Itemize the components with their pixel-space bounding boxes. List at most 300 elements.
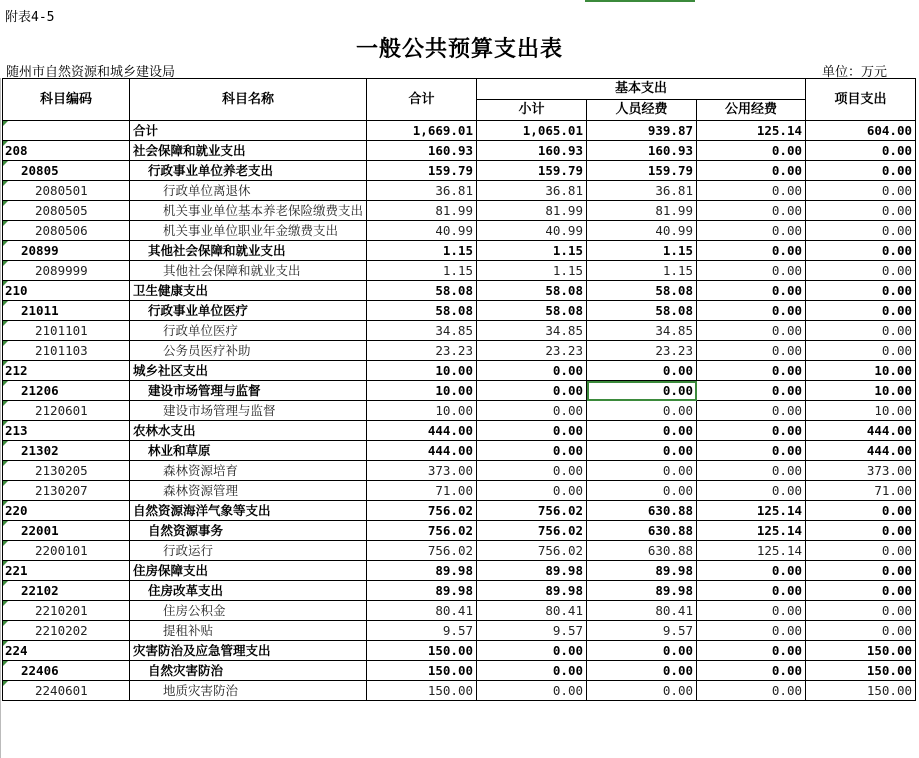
cell-personnel[interactable]: 0.00	[587, 361, 697, 381]
cell-public[interactable]: 0.00	[697, 321, 806, 341]
cell-code-text: 2130207	[35, 483, 88, 498]
cell-public[interactable]: 0.00	[697, 341, 806, 361]
cell-project[interactable]: 0.00	[806, 241, 916, 261]
cell-public[interactable]: 0.00	[697, 461, 806, 481]
cell-total[interactable]: 1.15	[367, 261, 477, 281]
cell-code[interactable]	[3, 141, 130, 161]
error-indicator-icon	[3, 461, 8, 466]
cell-total[interactable]: 160.93	[367, 141, 477, 161]
appendix-label[interactable]: 附表4-5	[5, 10, 55, 25]
cell-code-text: 2200101	[35, 543, 88, 558]
cell-code[interactable]	[3, 221, 130, 241]
cell-subtotal[interactable]: 756.02	[477, 501, 587, 521]
cell-subtotal[interactable]: 0.00	[477, 661, 587, 681]
cell-subtotal[interactable]: 9.57	[477, 621, 587, 641]
cell-public[interactable]: 0.00	[697, 401, 806, 421]
cell-code[interactable]	[3, 461, 130, 481]
table-row	[3, 341, 916, 361]
table-row	[3, 241, 916, 261]
cell-name[interactable]: 灾害防治及应急管理支出	[130, 641, 367, 661]
cell-public[interactable]: 0.00	[697, 261, 806, 281]
table-row	[3, 181, 916, 201]
cell-project[interactable]: 0.00	[806, 261, 916, 281]
cell-total[interactable]: 756.02	[367, 541, 477, 561]
cell-code-text: 22406	[21, 663, 59, 678]
cell-code[interactable]	[3, 661, 130, 681]
header-subtotal[interactable]: 小计	[477, 100, 587, 121]
cell-code[interactable]	[3, 181, 130, 201]
table-body	[3, 121, 916, 701]
cell-code-text: 210	[5, 283, 28, 298]
table-row	[3, 361, 916, 381]
cell-code-text: 2080505	[35, 203, 88, 218]
cell-public[interactable]: 0.00	[697, 201, 806, 221]
cell-public[interactable]: 125.14	[697, 501, 806, 521]
table-row	[3, 541, 916, 561]
cell-total[interactable]: 756.02	[367, 501, 477, 521]
cell-name[interactable]: 住房保障支出	[130, 561, 367, 581]
error-indicator-icon	[3, 321, 8, 326]
error-indicator-icon	[3, 521, 8, 526]
cell-public[interactable]: 0.00	[697, 641, 806, 661]
cell-name[interactable]: 卫生健康支出	[130, 281, 367, 301]
cell-code-text: 22102	[21, 583, 59, 598]
cell-name[interactable]: 行政单位医疗	[130, 321, 367, 341]
cell-code[interactable]	[3, 681, 130, 701]
cell-code[interactable]	[3, 521, 130, 541]
cell-total[interactable]: 81.99	[367, 201, 477, 221]
cell-public[interactable]: 0.00	[697, 301, 806, 321]
cell-project[interactable]: 10.00	[806, 401, 916, 421]
cell-project[interactable]: 0.00	[806, 221, 916, 241]
cell-personnel[interactable]: 0.00	[587, 441, 697, 461]
cell-code[interactable]	[3, 561, 130, 581]
cell-code-text: 20899	[21, 243, 59, 258]
error-indicator-icon	[3, 221, 8, 226]
cell-code[interactable]	[3, 241, 130, 261]
budget-table	[2, 78, 916, 701]
error-indicator-icon	[3, 261, 8, 266]
cell-personnel[interactable]: 81.99	[587, 201, 697, 221]
cell-public[interactable]: 0.00	[697, 221, 806, 241]
cell-personnel[interactable]: 0.00	[587, 661, 697, 681]
table-row	[3, 481, 916, 501]
cell-name[interactable]: 机关事业单位职业年金缴费支出	[130, 221, 367, 241]
cell-name[interactable]: 公务员医疗补助	[130, 341, 367, 361]
cell-total[interactable]: 40.99	[367, 221, 477, 241]
page-title[interactable]: 一般公共预算支出表	[355, 36, 563, 62]
cell-project[interactable]: 604.00	[806, 121, 916, 141]
cell-public[interactable]: 0.00	[697, 601, 806, 621]
cell-name[interactable]: 自然灾害防治	[130, 661, 367, 681]
cell-total[interactable]: 89.98	[367, 581, 477, 601]
table-row	[3, 301, 916, 321]
cell-code[interactable]	[3, 301, 130, 321]
cell-project[interactable]: 444.00	[806, 441, 916, 461]
cell-total[interactable]: 36.81	[367, 181, 477, 201]
cell-code-text: 2210201	[35, 603, 88, 618]
cell-name[interactable]: 提租补贴	[130, 621, 367, 641]
cell-personnel[interactable]: 0.00	[587, 481, 697, 501]
table-row	[3, 221, 916, 241]
cell-total[interactable]: 1,669.01	[367, 121, 477, 141]
cell-subtotal[interactable]: 0.00	[477, 481, 587, 501]
organization-name[interactable]: 随州市自然资源和城乡建设局	[6, 65, 176, 80]
cell-name[interactable]: 地质灾害防治	[130, 681, 367, 701]
cell-code-text: 221	[5, 563, 28, 578]
cell-subtotal[interactable]: 0.00	[477, 441, 587, 461]
error-indicator-icon	[3, 201, 8, 206]
error-indicator-icon	[3, 621, 8, 626]
cell-subtotal[interactable]: 58.08	[477, 281, 587, 301]
cell-project[interactable]: 150.00	[806, 681, 916, 701]
cell-total[interactable]: 58.08	[367, 281, 477, 301]
header-basic[interactable]: 基本支出	[477, 79, 806, 100]
cell-name[interactable]: 住房公积金	[130, 601, 367, 621]
cell-code[interactable]	[3, 281, 130, 301]
error-indicator-icon	[3, 141, 8, 146]
error-indicator-icon	[3, 441, 8, 446]
error-indicator-icon	[3, 501, 8, 506]
table-row	[3, 441, 916, 461]
error-indicator-icon	[3, 121, 8, 126]
cell-personnel[interactable]: 1.15	[587, 261, 697, 281]
cell-public[interactable]: 0.00	[697, 421, 806, 441]
cell-code-text: 21302	[21, 443, 59, 458]
cell-project[interactable]: 0.00	[806, 321, 916, 341]
cell-personnel[interactable]: 0.00	[587, 401, 697, 421]
cell-name[interactable]: 农林水支出	[130, 421, 367, 441]
cell-personnel[interactable]: 89.98	[587, 581, 697, 601]
cell-total[interactable]: 71.00	[367, 481, 477, 501]
cell-subtotal[interactable]: 89.98	[477, 581, 587, 601]
cell-total[interactable]: 58.08	[367, 301, 477, 321]
header-name[interactable]: 科目名称	[130, 79, 367, 121]
cell-total[interactable]: 23.23	[367, 341, 477, 361]
cell-personnel[interactable]: 1.15	[587, 241, 697, 261]
cell-public[interactable]: 0.00	[697, 621, 806, 641]
cell-public[interactable]: 0.00	[697, 381, 806, 401]
table-row	[3, 561, 916, 581]
cell-project[interactable]: 0.00	[806, 201, 916, 221]
cell-code[interactable]	[3, 601, 130, 621]
cell-subtotal[interactable]: 1.15	[477, 241, 587, 261]
cell-code[interactable]	[3, 441, 130, 461]
cell-total[interactable]: 444.00	[367, 421, 477, 441]
cell-subtotal[interactable]: 0.00	[477, 421, 587, 441]
cell-project[interactable]: 150.00	[806, 641, 916, 661]
selection-accent-bar	[585, 0, 695, 2]
error-indicator-icon	[3, 241, 8, 246]
cell-code-text: 2080501	[35, 183, 88, 198]
cell-personnel[interactable]: 630.88	[587, 541, 697, 561]
table-row	[3, 621, 916, 641]
cell-subtotal[interactable]: 756.02	[477, 521, 587, 541]
table-row	[3, 121, 916, 141]
cell-code-text: 2101103	[35, 343, 88, 358]
cell-personnel[interactable]: 159.79	[587, 161, 697, 181]
cell-name[interactable]: 其他社会保障和就业支出	[130, 261, 367, 281]
cell-personnel[interactable]: 89.98	[587, 561, 697, 581]
cell-personnel[interactable]: 40.99	[587, 221, 697, 241]
cell-project[interactable]: 0.00	[806, 181, 916, 201]
cell-code-text: 220	[5, 503, 28, 518]
cell-code-text: 213	[5, 423, 28, 438]
cell-personnel[interactable]: 58.08	[587, 281, 697, 301]
cell-public[interactable]: 0.00	[697, 561, 806, 581]
cell-project[interactable]: 0.00	[806, 561, 916, 581]
cell-total[interactable]: 9.57	[367, 621, 477, 641]
cell-name[interactable]: 行政运行	[130, 541, 367, 561]
cell-total[interactable]: 150.00	[367, 641, 477, 661]
cell-code[interactable]	[3, 261, 130, 281]
error-indicator-icon	[3, 681, 8, 686]
error-indicator-icon	[3, 161, 8, 166]
cell-personnel[interactable]: 630.88	[587, 521, 697, 541]
cell-total[interactable]: 150.00	[367, 681, 477, 701]
cell-subtotal[interactable]: 159.79	[477, 161, 587, 181]
error-indicator-icon	[3, 281, 8, 286]
cell-subtotal[interactable]: 160.93	[477, 141, 587, 161]
table-row	[3, 581, 916, 601]
cell-personnel[interactable]: 0.00	[587, 681, 697, 701]
cell-code[interactable]	[3, 161, 130, 181]
cell-code-text: 2089999	[35, 263, 88, 278]
cell-personnel[interactable]: 0.00	[587, 461, 697, 481]
cell-subtotal[interactable]: 23.23	[477, 341, 587, 361]
cell-subtotal[interactable]: 89.98	[477, 561, 587, 581]
cell-subtotal[interactable]: 40.99	[477, 221, 587, 241]
cell-code[interactable]	[3, 121, 130, 141]
cell-project[interactable]: 0.00	[806, 141, 916, 161]
cell-code-text: 2080506	[35, 223, 88, 238]
selected-cell[interactable]: 0.00	[587, 381, 697, 401]
cell-public[interactable]: 0.00	[697, 481, 806, 501]
cell-code[interactable]	[3, 361, 130, 381]
cell-code-text: 22001	[21, 523, 59, 538]
cell-subtotal[interactable]: 0.00	[477, 461, 587, 481]
cell-public[interactable]: 0.00	[697, 661, 806, 681]
cell-name[interactable]: 住房改革支出	[130, 581, 367, 601]
cell-project[interactable]: 0.00	[806, 281, 916, 301]
cell-project[interactable]: 0.00	[806, 521, 916, 541]
cell-name[interactable]: 林业和草原	[130, 441, 367, 461]
cell-name[interactable]: 社会保障和就业支出	[130, 141, 367, 161]
cell-code[interactable]	[3, 381, 130, 401]
cell-total[interactable]: 150.00	[367, 661, 477, 681]
cell-name[interactable]: 森林资源管理	[130, 481, 367, 501]
cell-personnel[interactable]: 630.88	[587, 501, 697, 521]
table-row	[3, 381, 916, 401]
header-code[interactable]: 科目编码	[3, 79, 130, 121]
header-project[interactable]: 项目支出	[806, 79, 916, 121]
cell-code-text: 208	[5, 143, 28, 158]
cell-personnel[interactable]: 0.00	[587, 421, 697, 441]
cell-code[interactable]	[3, 501, 130, 521]
cell-name[interactable]: 合计	[130, 121, 367, 141]
cell-code[interactable]	[3, 481, 130, 501]
cell-project[interactable]: 0.00	[806, 341, 916, 361]
cell-subtotal[interactable]: 58.08	[477, 301, 587, 321]
cell-subtotal[interactable]: 0.00	[477, 641, 587, 661]
cell-total[interactable]: 756.02	[367, 521, 477, 541]
cell-personnel[interactable]: 80.41	[587, 601, 697, 621]
cell-subtotal[interactable]: 0.00	[477, 401, 587, 421]
cell-project[interactable]: 0.00	[806, 621, 916, 641]
cell-personnel[interactable]: 9.57	[587, 621, 697, 641]
table-row	[3, 141, 916, 161]
cell-public[interactable]: 0.00	[697, 161, 806, 181]
error-indicator-icon	[3, 421, 8, 426]
cell-name[interactable]: 建设市场管理与监督	[130, 381, 367, 401]
cell-project[interactable]: 0.00	[806, 501, 916, 521]
cell-project[interactable]: 373.00	[806, 461, 916, 481]
error-indicator-icon	[3, 641, 8, 646]
table-row	[3, 201, 916, 221]
cell-code-text: 21206	[21, 383, 59, 398]
error-indicator-icon	[3, 341, 8, 346]
table-row	[3, 401, 916, 421]
error-indicator-icon	[3, 661, 8, 666]
cell-public[interactable]: 125.14	[697, 541, 806, 561]
table-row	[3, 261, 916, 281]
cell-code[interactable]	[3, 641, 130, 661]
sheet-left-edge	[0, 78, 1, 758]
cell-subtotal[interactable]: 36.81	[477, 181, 587, 201]
cell-code[interactable]	[3, 421, 130, 441]
cell-code[interactable]	[3, 341, 130, 361]
cell-name[interactable]: 建设市场管理与监督	[130, 401, 367, 421]
cell-subtotal[interactable]: 0.00	[477, 361, 587, 381]
cell-subtotal[interactable]: 1,065.01	[477, 121, 587, 141]
cell-total[interactable]: 10.00	[367, 401, 477, 421]
cell-name[interactable]: 自然资源事务	[130, 521, 367, 541]
table-row	[3, 161, 916, 181]
error-indicator-icon	[3, 401, 8, 406]
cell-subtotal[interactable]: 0.00	[477, 681, 587, 701]
cell-code[interactable]	[3, 401, 130, 421]
table-row	[3, 661, 916, 681]
cell-public[interactable]: 125.14	[697, 521, 806, 541]
cell-code[interactable]	[3, 321, 130, 341]
cell-code[interactable]	[3, 201, 130, 221]
header-public[interactable]: 公用经费	[697, 100, 806, 121]
header-total[interactable]: 合计	[367, 79, 477, 121]
cell-total[interactable]: 444.00	[367, 441, 477, 461]
cell-public[interactable]: 0.00	[697, 241, 806, 261]
cell-total[interactable]: 10.00	[367, 381, 477, 401]
cell-code-text: 2130205	[35, 463, 88, 478]
cell-project[interactable]: 0.00	[806, 161, 916, 181]
cell-project[interactable]: 0.00	[806, 301, 916, 321]
cell-public[interactable]: 0.00	[697, 361, 806, 381]
cell-project[interactable]: 444.00	[806, 421, 916, 441]
cell-code[interactable]	[3, 621, 130, 641]
table-row	[3, 521, 916, 541]
cell-name[interactable]: 行政事业单位养老支出	[130, 161, 367, 181]
error-indicator-icon	[3, 181, 8, 186]
cell-total[interactable]: 10.00	[367, 361, 477, 381]
cell-code-text: 20805	[21, 163, 59, 178]
cell-public[interactable]: 0.00	[697, 441, 806, 461]
cell-code[interactable]	[3, 581, 130, 601]
error-indicator-icon	[3, 381, 8, 386]
cell-personnel[interactable]: 23.23	[587, 341, 697, 361]
cell-total[interactable]: 159.79	[367, 161, 477, 181]
table-row	[3, 421, 916, 441]
error-indicator-icon	[3, 561, 8, 566]
cell-total[interactable]: 80.41	[367, 601, 477, 621]
cell-project[interactable]: 10.00	[806, 381, 916, 401]
cell-total[interactable]: 1.15	[367, 241, 477, 261]
cell-name[interactable]: 城乡社区支出	[130, 361, 367, 381]
header-personnel[interactable]: 人员经费	[587, 100, 697, 121]
cell-personnel[interactable]: 58.08	[587, 301, 697, 321]
table-row	[3, 681, 916, 701]
cell-code-text: 2101101	[35, 323, 88, 338]
cell-public[interactable]: 0.00	[697, 181, 806, 201]
table-row	[3, 461, 916, 481]
cell-public[interactable]: 0.00	[697, 281, 806, 301]
cell-subtotal[interactable]: 80.41	[477, 601, 587, 621]
cell-name[interactable]: 机关事业单位基本养老保险缴费支出	[130, 201, 367, 221]
cell-code-text: 2120601	[35, 403, 88, 418]
cell-personnel[interactable]: 36.81	[587, 181, 697, 201]
cell-name[interactable]: 行政单位离退休	[130, 181, 367, 201]
cell-name[interactable]: 其他社会保障和就业支出	[130, 241, 367, 261]
error-indicator-icon	[3, 481, 8, 486]
cell-code-text: 224	[5, 643, 28, 658]
table-row	[3, 641, 916, 661]
cell-project[interactable]: 0.00	[806, 601, 916, 621]
unit-label[interactable]: 单位：万元	[822, 65, 888, 80]
cell-public[interactable]: 125.14	[697, 121, 806, 141]
cell-total[interactable]: 373.00	[367, 461, 477, 481]
cell-personnel[interactable]: 0.00	[587, 641, 697, 661]
cell-subtotal[interactable]: 34.85	[477, 321, 587, 341]
cell-public[interactable]: 0.00	[697, 141, 806, 161]
cell-personnel[interactable]: 34.85	[587, 321, 697, 341]
cell-total[interactable]: 89.98	[367, 561, 477, 581]
cell-total[interactable]: 34.85	[367, 321, 477, 341]
cell-project[interactable]: 0.00	[806, 541, 916, 561]
error-indicator-icon	[3, 581, 8, 586]
cell-subtotal[interactable]: 0.00	[477, 381, 587, 401]
cell-project[interactable]: 10.00	[806, 361, 916, 381]
cell-name[interactable]: 森林资源培育	[130, 461, 367, 481]
table-row	[3, 601, 916, 621]
error-indicator-icon	[3, 601, 8, 606]
cell-subtotal[interactable]: 1.15	[477, 261, 587, 281]
cell-project[interactable]: 71.00	[806, 481, 916, 501]
error-indicator-icon	[3, 541, 8, 546]
error-indicator-icon	[3, 301, 8, 306]
cell-public[interactable]: 0.00	[697, 681, 806, 701]
cell-code[interactable]	[3, 541, 130, 561]
cell-name[interactable]: 行政事业单位医疗	[130, 301, 367, 321]
cell-subtotal[interactable]: 756.02	[477, 541, 587, 561]
cell-project[interactable]: 150.00	[806, 661, 916, 681]
cell-code-text: 212	[5, 363, 28, 378]
cell-subtotal[interactable]: 81.99	[477, 201, 587, 221]
table-row	[3, 321, 916, 341]
cell-project[interactable]: 0.00	[806, 581, 916, 601]
cell-public[interactable]: 0.00	[697, 581, 806, 601]
table-row	[3, 501, 916, 521]
cell-name[interactable]: 自然资源海洋气象等支出	[130, 501, 367, 521]
cell-personnel[interactable]: 160.93	[587, 141, 697, 161]
cell-personnel[interactable]: 939.87	[587, 121, 697, 141]
